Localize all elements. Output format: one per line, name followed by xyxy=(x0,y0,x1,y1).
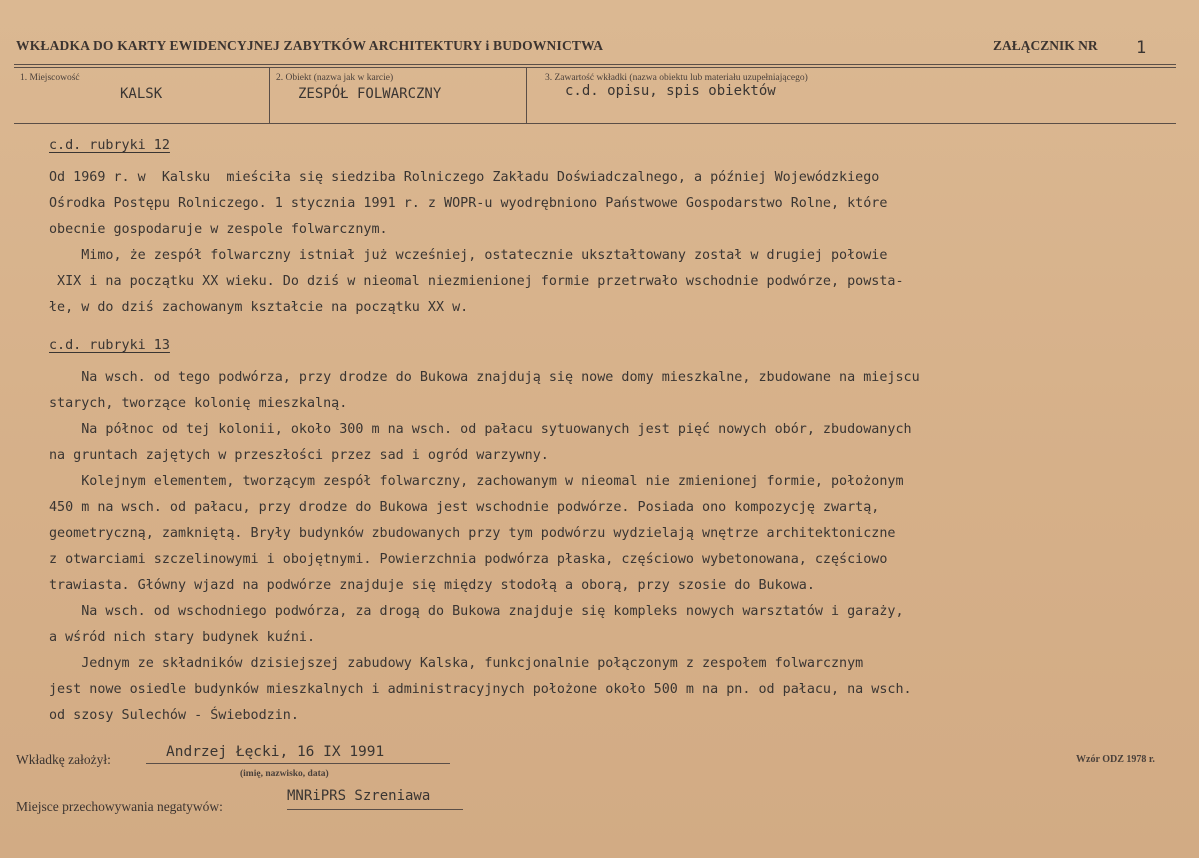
fields-bottom-rule xyxy=(14,123,1176,124)
field-divider-2 xyxy=(526,68,527,123)
template-note: Wzór ODZ 1978 r. xyxy=(1076,754,1155,765)
header-rule xyxy=(14,64,1176,65)
founder-underline xyxy=(146,763,450,764)
text-line: Mimo, że zespół folwarczny istniał już wcześniej, ostatecznie ukształtowany został w drugiej połowie xyxy=(49,248,888,263)
card-title: WKŁADKA DO KARTY EWIDENCYJNEJ ZABYTKÓW ARCHITEKTURY i BUDOWNICTWA xyxy=(16,38,604,53)
founder-note: (imię, nazwisko, data) xyxy=(240,769,329,779)
text-line: starych, tworzące kolonię mieszkalną. xyxy=(49,396,348,411)
text-line: XIX i na początku XX wieku. Do dziś w nieomal niezmienionej formie przetrwało wschodnie podwórze, powsta- xyxy=(49,274,904,289)
text-line: na gruntach zajętych w przeszłości przez sad i ogród warzywny. xyxy=(49,448,549,463)
text-line: a wśród nich stary budynek kuźni. xyxy=(49,630,316,645)
text-line: Na wsch. od tego podwórza, przy drodze do Bukowa znajdują się nowe domy mieszkalne, zbudowane na miejscu xyxy=(49,370,920,385)
negatives-underline xyxy=(287,809,463,810)
locality-value: KALSK xyxy=(120,86,163,102)
text-line: Na wsch. od wschodniego podwórza, za drogą do Bukowa znajduje się kompleks nowych warsztatów i garaży, xyxy=(49,604,904,619)
founder-label: Wkładkę założył: xyxy=(16,752,111,767)
attachment-number: 1 xyxy=(1136,38,1147,58)
text-line: obecnie gospodaruje w zespole folwarcznym. xyxy=(49,222,388,237)
text-line: geometryczną, zamkniętą. Bryły budynków zbudowanych przy tym podwórzu wydzielają wnętrze architektoniczne xyxy=(49,526,896,541)
heading-rubric-13: c.d. rubryki 13 xyxy=(49,338,170,353)
field-divider-1 xyxy=(269,68,270,123)
text-line: z otwarciami szczelinowymi i obojętnymi. Powierzchnia podwórza płaska, częściowo wybetonowana, częściowo xyxy=(49,552,888,567)
text-line: trawiasta. Główny wjazd na podwórze znajduje się między stodołą a oborą, przy szosie do Bukowa. xyxy=(49,578,815,593)
attachment-label: ZAŁĄCZNIK NR xyxy=(993,38,1098,53)
negatives-value: MNRiPRS Szreniawa xyxy=(287,788,431,804)
heading-rubric-12: c.d. rubryki 12 xyxy=(49,138,170,153)
content-value: c.d. opisu, spis obiektów xyxy=(565,83,776,99)
text-line: Kolejnym elementem, tworzącym zespół folwarczny, zachowanym w nieomal nie zmienionej formie, położonym xyxy=(49,474,904,489)
text-line: Jednym ze składników dzisiejszej zabudowy Kalska, funkcjonalnie połączonym z zespołem folwarcznym xyxy=(49,656,864,671)
object-label: 2. Obiekt (nazwa jak w karcie) xyxy=(276,73,394,83)
negatives-label: Miejsce przechowywania negatywów: xyxy=(16,799,223,814)
text-line: łe, w do dziś zachowanym kształcie na początku XX w. xyxy=(49,300,469,315)
text-line: Od 1969 r. w Kalsku mieściła się siedziba Rolniczego Zakładu Doświadczalnego, a później Wojewódzkiego xyxy=(49,170,880,185)
object-value: ZESPÓŁ FOLWARCZNY xyxy=(298,86,442,102)
locality-label: 1. Miejscowość xyxy=(20,73,80,83)
text-line: Na północ od tej kolonii, około 300 m na wsch. od pałacu sytuowanych jest pięć nowych obór, zbudowanych xyxy=(49,422,912,437)
text-line: od szosy Sulechów - Świebodzin. xyxy=(49,708,299,723)
founder-value: Andrzej Łęcki, 16 IX 1991 xyxy=(166,744,385,760)
header-rule-double xyxy=(14,67,1176,68)
content-label: 3. Zawartość wkładki (nazwa obiektu lub materiału uzupełniającego) xyxy=(545,73,808,83)
text-line: Ośrodka Postępu Rolniczego. 1 stycznia 1991 r. z WOPR-u wyodrębniono Państwowe Gospodarstwo Rolne, które xyxy=(49,196,888,211)
text-line: 450 m na wsch. od pałacu, przy drodze do Bukowa jest wschodnie podwórze. Posiada ono kompozycję zwartą, xyxy=(49,500,880,515)
text-line: jest nowe osiedle budynków mieszkalnych i administracyjnych położone około 500 m na pn. od pałacu, na wsch. xyxy=(49,682,912,697)
